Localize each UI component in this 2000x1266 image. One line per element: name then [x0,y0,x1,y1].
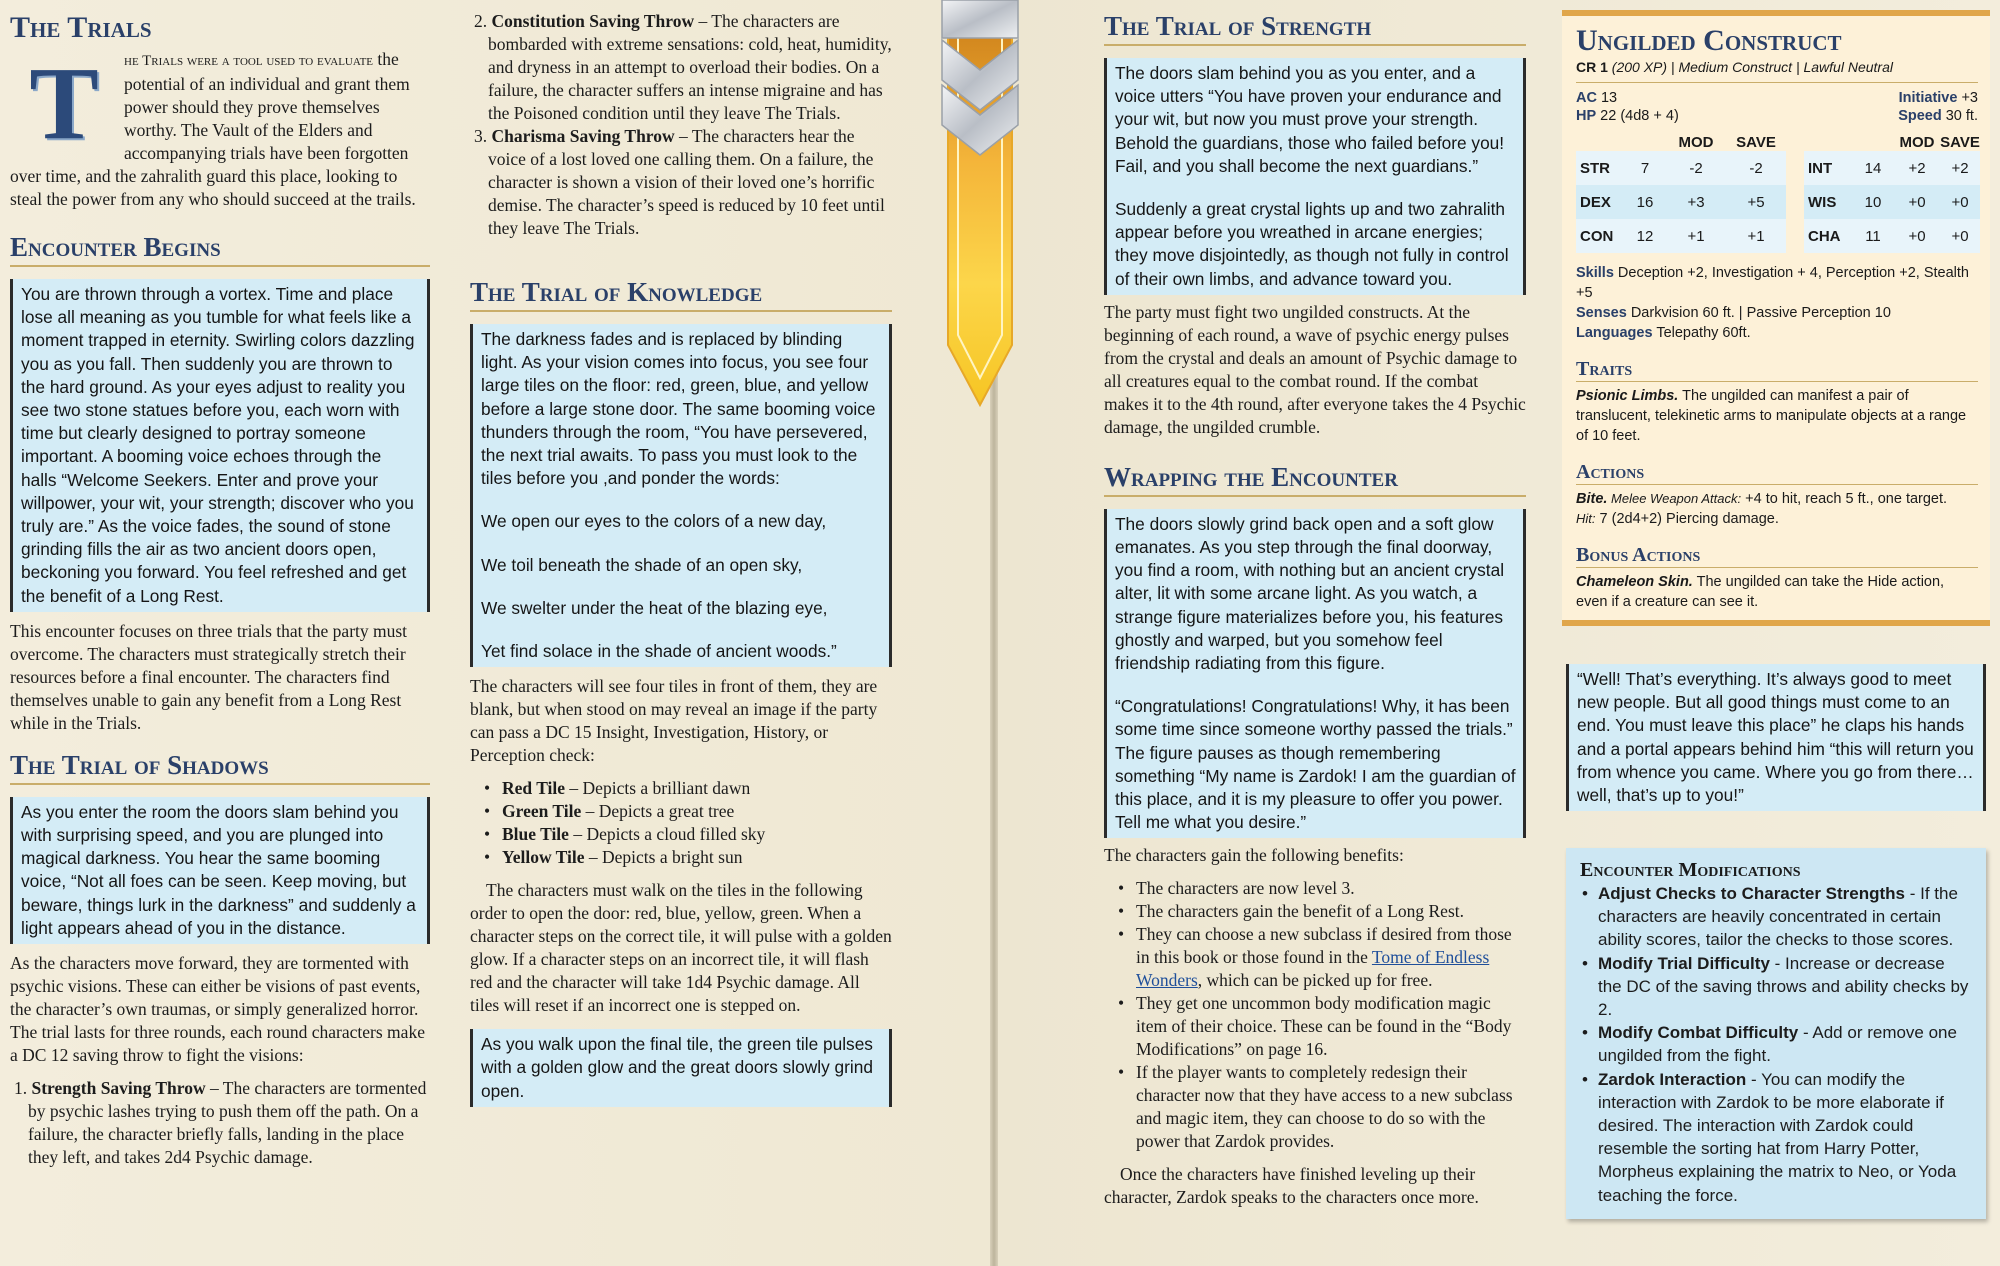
ability-scores [1576,129,1978,253]
ability-header-right [1804,129,1980,151]
tile-green [484,800,892,823]
tile-blue-name: Blue Tile [502,824,569,845]
zardok-box-text: “Well! That’s everything. It’s always good to meet new people. But all good things must come to an end. You must leave this place” he claps his hands and a portal appears behind him “this will return you from whence you came. Where you go from there…well, that’s up to you!” [1577,669,1974,806]
save-strength [10,1077,430,1169]
wrap-title: Wrapping the Encounter [1104,461,1526,497]
intro-body: the potential of an individual and grant them power should they prove themselves worthy. The Vault of the Elders and accompanying trials have been forgotten over time, and the zahralith guard this place, looking to steal the power from any who should succeed at the trails. [10,49,416,209]
skills-value: Deception +2, Investigation + 4, Perception +2, Stealth +5 [1576,265,1969,301]
ability-str [1576,151,1786,185]
left-column-1 [10,10,430,1169]
creature-name: Ungilded Construct [1576,24,1842,57]
tome-link[interactable]: Tome of Endless Wonders [1136,947,1490,991]
shadows-text: As the characters move forward, they are tormented with psychic visions. These can either be visions of past events, the character’s own traumas, or simply generalized horror. The trial lasts for three rounds, each round characters make a DC 12 saving throw to fight the visions: [10,953,425,1066]
benefit-body-mod: • They get one uncommon body modification magic item of their choice. These can be found in the “Body Modifications” on page 16. [1118,992,1526,1061]
save3-text: – The characters hear the voice of a lost loved one calling them. On a failure, the character is shown a vision of their loved one’s horrific demise. The character’s speed is reduced by 10 feet until they leave The Trials. [488,126,885,238]
mod-zardok-interaction [1580,1068,1972,1207]
knowledge-box-p4: We swelter under the heat of the blazing eye, [481,597,828,618]
knowledge-title: The Trial of Knowledge [470,276,892,312]
mod-combat-difficulty [1580,1021,1972,1067]
str-name: STR [1580,159,1610,177]
shadows-box-text: As you enter the room the doors slam behind you with surprising speed, and you are plunged into magical darkness. You hear the same booming voice, “Not all foes can be seen. Keep moving, but beware, things lurk in the darkness” and suddenly a light appears ahead of you in the distance. [21,801,416,938]
hp [1576,107,1679,125]
mod1-text: - If the characters are heavily concentrated in certain ability scores, tailor the checks to those scores. [1598,884,1958,950]
hp-label: HP [1576,108,1597,124]
mod-header-left: MOD [1678,134,1714,151]
int-name: INT [1808,159,1833,177]
int-score: 14 [1864,159,1882,177]
save2-title: Constitution Saving Throw [491,11,695,31]
wis-save: +0 [1951,193,1969,211]
wrap-box-p1: The doors slowly grind back open and a soft glow emanates. As you step through the final doorway, you find a room, with nothing but an ancient crystal alter, lit with some arcane light. As you watch, a strange figure materializes before you, his features ghostly and warped, but you somehow feel friendship radiating from this figure. [1115,513,1505,674]
intro-lead: he Trials were a tool used to evaluate [124,53,374,69]
bonus-name: Chameleon Skin. [1576,574,1693,590]
order-text: The characters must walk on the tiles in the following order to open the door: red, blue, yellow, green. When a character steps on the correct tile, it will pulse with a golden glow. If a character steps on an incorrect tile, it will flash red and the character will take 1d4 Psychic damage. All tiles will reset if an incorrect one is stepped on. [470,880,892,1016]
creature-details [1576,263,1978,343]
saves-list-1 [10,1077,430,1169]
ability-rows-right [1804,151,1980,253]
benefit-subclass-pre: They can choose a new subclass if desired from those in this book or those found in the [1136,924,1512,968]
cha-mod: +0 [1908,227,1926,245]
trials-title: The Trials [10,11,152,44]
tile-green-name: Green Tile [502,801,582,822]
save3-num: 3. [474,126,488,146]
benefit-rest: • The characters gain the benefit of a Long Rest. [1118,900,1526,923]
mod-adjust-checks [1580,882,1972,952]
action-attack: Melee Weapon Attack: [1607,491,1742,506]
languages-label: Languages [1576,325,1653,341]
mod4-name: Zardok Interaction [1598,1069,1747,1089]
cr-rest: | Medium Construct | Lawful Neutral [1667,59,1893,75]
mod-header-right: MOD [1899,134,1935,151]
save2-num: 2. [474,11,488,31]
zardok-read-aloud-box [1566,664,1986,811]
strength-box-p2: Suddenly a great crystal lights up and two zahralith appear before you wreathed in arcane energies; they move disjointedly, as though not fully in control of their own limbs, and advance toward you. [1115,199,1509,289]
bonus-chameleon-skin [1576,572,1978,612]
knowledge-read-aloud-box [470,324,892,667]
con-save: +1 [1747,227,1765,245]
ability-dex [1576,185,1786,219]
cha-name: CHA [1808,227,1841,245]
stat-block [1562,10,1990,626]
senses [1576,303,1978,323]
cha-save: +0 [1951,227,1969,245]
int-save: +2 [1951,159,1969,177]
benefit-redesign: • If the player wants to completely redesign their character now that they have access to a new subclass and magic item, they can choose to do so with the power that Zardok provides. [1118,1061,1526,1153]
senses-value: Darkvision 60 ft. | Passive Perception 10 [1626,305,1891,321]
benefit-subclass [1118,923,1526,992]
tile-yellow-name: Yellow Tile [502,847,585,868]
closing-text: Once the characters have finished leveling up their character, Zardok speaks to the characters once more. [1104,1164,1479,1208]
dex-save: +5 [1747,193,1765,211]
speed-value: 30 ft. [1941,108,1978,124]
encounter-read-aloud-box [10,279,430,612]
ac-init-row [1576,89,1978,107]
ability-con [1576,219,1786,253]
save1-num: 1. [14,1078,28,1099]
int-mod: +2 [1908,159,1926,177]
traits-title: Traits [1576,357,1978,382]
con-mod: +1 [1687,227,1705,245]
tile-red [484,777,892,800]
action-hit: Hit: [1576,511,1596,526]
cha-score: 11 [1865,227,1881,245]
wis-score: 10 [1864,193,1882,211]
tile-red-name: Red Tile [502,778,566,799]
action-bite [1576,489,1978,529]
save1-text: – The characters are tormented by psychic lashes trying to push them off the path. On a failure, the character briefly falls, landing in the place they left, and takes 2d4 Psychic damage. [28,1078,427,1168]
mod3-text: - Add or remove one ungilded from the fight. [1598,1023,1957,1066]
speed [1898,107,1978,125]
strength-box-p1: The doors slam behind you as you enter, and a voice utters “You have proven your endurance and your wit, but now you must prove your strength. Behold the guardians, those who failed before you! Fail, and you shall become the next guardians.” [1115,63,1505,176]
trait-name: Psionic Limbs. [1576,388,1679,404]
benefit-level: • The characters are now level 3. [1118,877,1526,900]
knowledge-box-p3: We toil beneath the shade of an open sky, [481,554,803,575]
banner-ribbon-icon [930,0,1030,410]
mod-trial-difficulty [1580,952,1972,1022]
dex-name: DEX [1580,193,1611,211]
save-header-left: SAVE [1736,134,1776,151]
ability-rows-left [1576,151,1786,253]
hp-value: 22 (4d8 + 4) [1596,108,1679,124]
final-tile-box [470,1029,892,1107]
strength-read-aloud-box [1104,58,1526,295]
save2-text: – The characters are bombarded with extreme sensations: cold, heat, humidity, and dryness in an attempt to overload their bodies. On a failure, the character suffers an intense migraine and has the Poisoned condition until they leave The Trials. [488,11,892,123]
tile-red-desc: – Depicts a brilliant dawn [565,778,751,799]
init-value: +3 [1957,90,1978,106]
ac-value: 13 [1596,90,1618,106]
languages-value: Telepathy 60ft. [1652,325,1751,341]
tile-blue-desc: – Depicts a cloud filled sky [568,824,766,845]
str-save: -2 [1749,159,1763,177]
ac-label: AC [1576,90,1597,106]
wrap-box-p2: “Congratulations! Congratulations! Why, it has been some time since someone worthy passed the trials.” The figure pauses as though remembering something “My name is Zardok! I am the guardian of this place, and it is my pleasure to offer you power. Tell me what you desire.” [1115,696,1516,833]
save3-title: Charisma Saving Throw [491,126,675,146]
ability-col-left [1576,129,1786,253]
tiles-list [484,777,892,869]
ability-wis [1804,185,1980,219]
cr-label: CR 1 [1576,59,1608,75]
action-text: +4 to hit, reach 5 ft., one target. [1741,491,1948,507]
benefits-intro: The characters gain the following benefits: [1104,845,1404,866]
knowledge-text: The characters will see four tiles in front of them, they are blank, but when stood on may reveal an image if the party can pass a DC 15 Insight, Investigation, History, or Perception check: [470,676,878,766]
ability-col-right [1804,129,1980,253]
wis-name: WIS [1808,193,1837,211]
dex-mod: +3 [1687,193,1705,211]
bonus-actions-title: Bonus Actions [1576,543,1978,568]
mod1-name: Adjust Checks to Character Strengths [1598,884,1906,903]
knowledge-box-p5: Yet find solace in the shade of ancient woods.” [481,641,837,662]
ac [1576,89,1617,107]
trait-text: The ungilded can manifest a pair of translucent, telekinetic arms to manipulate objects at a range of 10 feet. [1576,388,1967,444]
benefits-list [1118,877,1526,1153]
right-column-1 [1104,10,1526,1209]
save1-title: Strength Saving Throw [31,1078,206,1099]
con-name: CON [1580,227,1614,245]
save-header-right: SAVE [1940,134,1980,151]
encounter-text: This encounter focuses on three trials that the party must overcome. The characters must strategically stretch their resources before a final encounter. The characters find themselves unable to gain any benefit from a Long Rest while in the Trials. [10,620,408,733]
action-name: Bite. [1576,491,1608,507]
mod2-name: Modify Trial Difficulty [1598,953,1770,973]
strength-text: The party must fight two ungilded constructs. At the beginning of each round, a wave of psychic energy pulses from the crystal and deals an amount of Psychic damage to all creatures equal to the combat round. If the combat makes it to the 4th round, after everyone takes the 4 Psychic damage, the ungilded crumble. [1104,301,1526,437]
knowledge-box-p1: The darkness fades and is replaced by blinding light. As your vision comes into focus, you see four large tiles on the floor: red, green, blue, and yellow before a large stone door. The same booming voice thunders through the room, “You have persevered, the next trial awaits. To pass you must look to the tiles before you ,and ponder the words: [481,329,876,489]
encounter-modifications-box [1566,848,1986,1219]
str-mod: -2 [1689,159,1703,177]
init-label: Initiative [1898,90,1958,106]
tile-yellow-desc: – Depicts a bright sun [584,847,743,868]
tile-yellow [484,846,892,869]
dropcap-letter: T [29,46,99,161]
speed-label: Speed [1898,108,1942,124]
wrap-read-aloud-box [1104,509,1526,839]
actions-title: Actions [1576,460,1978,485]
wis-mod: +0 [1908,193,1926,211]
mod4-text: - You can modify the interaction with Zardok to be more elaborate if desired. The interaction with Zardok could resemble the sorting hat from Harry Potter, Morpheus explaining the matrix to Neo, or Yoda teaching the force. [1598,1069,1957,1205]
final-tile-text: As you walk upon the final tile, the green tile pulses with a golden glow and the great doors slowly grind open. [481,1034,873,1101]
trials-intro [10,48,430,211]
initiative [1899,89,1978,107]
trait-psionic-limbs [1576,386,1978,446]
cr-xp: (200 XP) [1611,59,1668,75]
creature-subtitle [1576,58,1978,83]
con-score: 12 [1636,227,1654,245]
bonus-text: The ungilded can take the Hide action, even if a creature can see it. [1576,574,1945,610]
ability-cha [1804,219,1980,253]
shadows-read-aloud-box [10,797,430,944]
encounter-box-text: You are thrown through a vortex. Time and place lose all meaning as you tumble for what feels like a moment trapped in eternity. Swirling colors dazzling you as you fall. Then suddenly you are thrown to the hard ground. As your eyes adjust to reality you see two stone statues before you, each worn with time but clearly designed to portray someone important. A booming voice echoes through the halls “Welcome Seekers. Enter and prove your willpower, your wit, your strength; discover who you truly are.” As the voice fades, the sound of stone grinding fills the air as two ancient doors open, beckoning you forward. You feel refreshed and get the benefit of a Long Rest. [21,284,415,606]
shadows-title: The Trial of Shadows [10,749,430,785]
knowledge-box-p2: We open our eyes to the colors of a new day, [481,511,827,532]
modifications-list [1580,882,1972,1207]
dex-score: 16 [1636,193,1654,211]
hp-speed-row [1576,107,1978,125]
encounter-begins-title: Encounter Begins [10,231,430,267]
strength-title: The Trial of Strength [1104,10,1526,46]
benefit-subclass-post: , which can be picked up for free. [1197,970,1433,991]
ability-header-left [1576,129,1786,151]
mod2-text: - Increase or decrease the DC of the saving throws and ability checks by 2. [1598,953,1969,1020]
saves-list-2 [470,10,892,240]
tile-green-desc: – Depicts a great tree [581,801,735,822]
skills [1576,263,1978,303]
senses-label: Senses [1576,305,1627,321]
tile-blue [484,823,892,846]
modifications-title: Encounter Modifications [1580,859,1801,881]
languages [1576,323,1978,343]
left-column-2 [470,10,892,1107]
ability-int [1804,151,1980,185]
skills-label: Skills [1576,265,1614,281]
save-charisma [470,125,892,240]
action-hit-text: 7 (2d4+2) Piercing damage. [1595,511,1779,527]
save-constitution [470,10,892,125]
mod3-name: Modify Combat Difficulty [1598,1023,1799,1043]
str-score: 7 [1640,159,1650,177]
